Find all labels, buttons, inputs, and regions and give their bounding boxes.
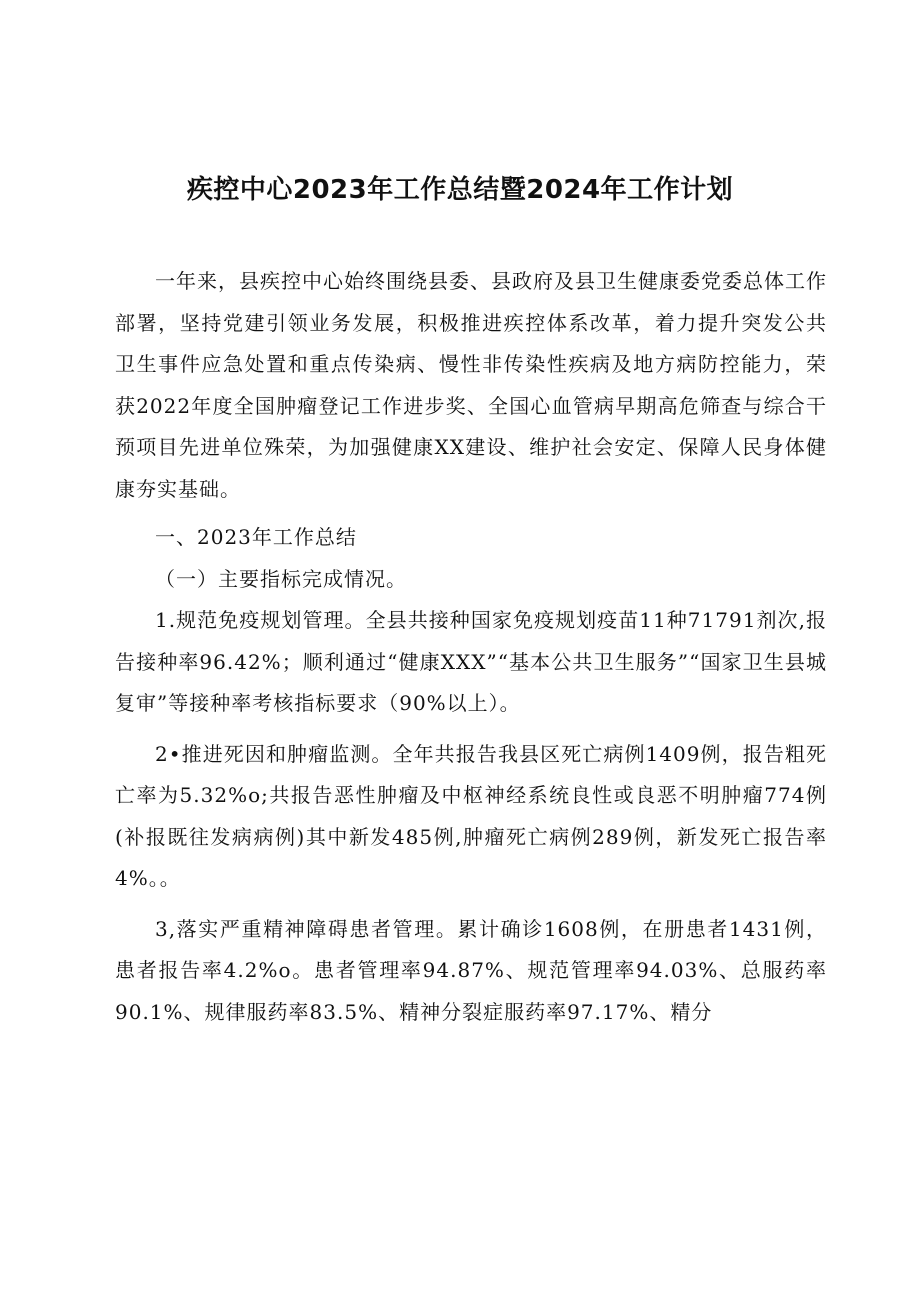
- item-paragraph-2: 2•推进死因和肿瘤监测。全年共报告我县区死亡病例1409例，报告粗死亡率为5.32%o;共报告恶性肿瘤及中枢神经系统良性或良恶不明肿瘤774例(补报既往发病病例)其中新发485例,肿瘤死亡病例289例，新发死亡报告率4%。。: [115, 741, 827, 890]
- intro-paragraph: 一年来，县疾控中心始终围绕县委、县政府及县卫生健康委党委总体工作部署，坚持党建引领业务发展，积极推进疾控体系改革，着力提升突发公共卫生事件应急处置和重点传染病、慢性非传染性疾病及地方病防控能力，荣获2022年度全国肿瘤登记工作进步奖、全国心血管病早期高危筛查与综合干预项目先进单位殊荣，为加强健康XX建设、维护社会安定、保障人民身体健康夯实基础。: [115, 269, 827, 501]
- document-body: [115, 261, 827, 1033]
- item-paragraph-1: 1.规范免疫规划管理。全县共接种国家免疫规划疫苗11种71791剂次,报告接种率96.42%；顺利通过“健康XXX”“基本公共卫生服务”“国家卫生县城复审”等接种率考核指标要求（90%以上）。: [115, 608, 827, 715]
- section-heading: 一、2023年工作总结: [155, 525, 357, 549]
- subsection-heading: （一）主要指标完成情况。: [155, 566, 407, 591]
- document-title: 疾控中心2023年工作总结暨2024年工作计划: [186, 175, 734, 205]
- item-paragraph-3: 3,落实严重精神障碍患者管理。累计确诊1608例，在册患者1431例，患者报告率4.2%o。患者管理率94.87%、规范管理率94.03%、总服药率90.1%、规律服药率83.5%、精神分裂症服药率97.17%、精分: [115, 916, 827, 1024]
